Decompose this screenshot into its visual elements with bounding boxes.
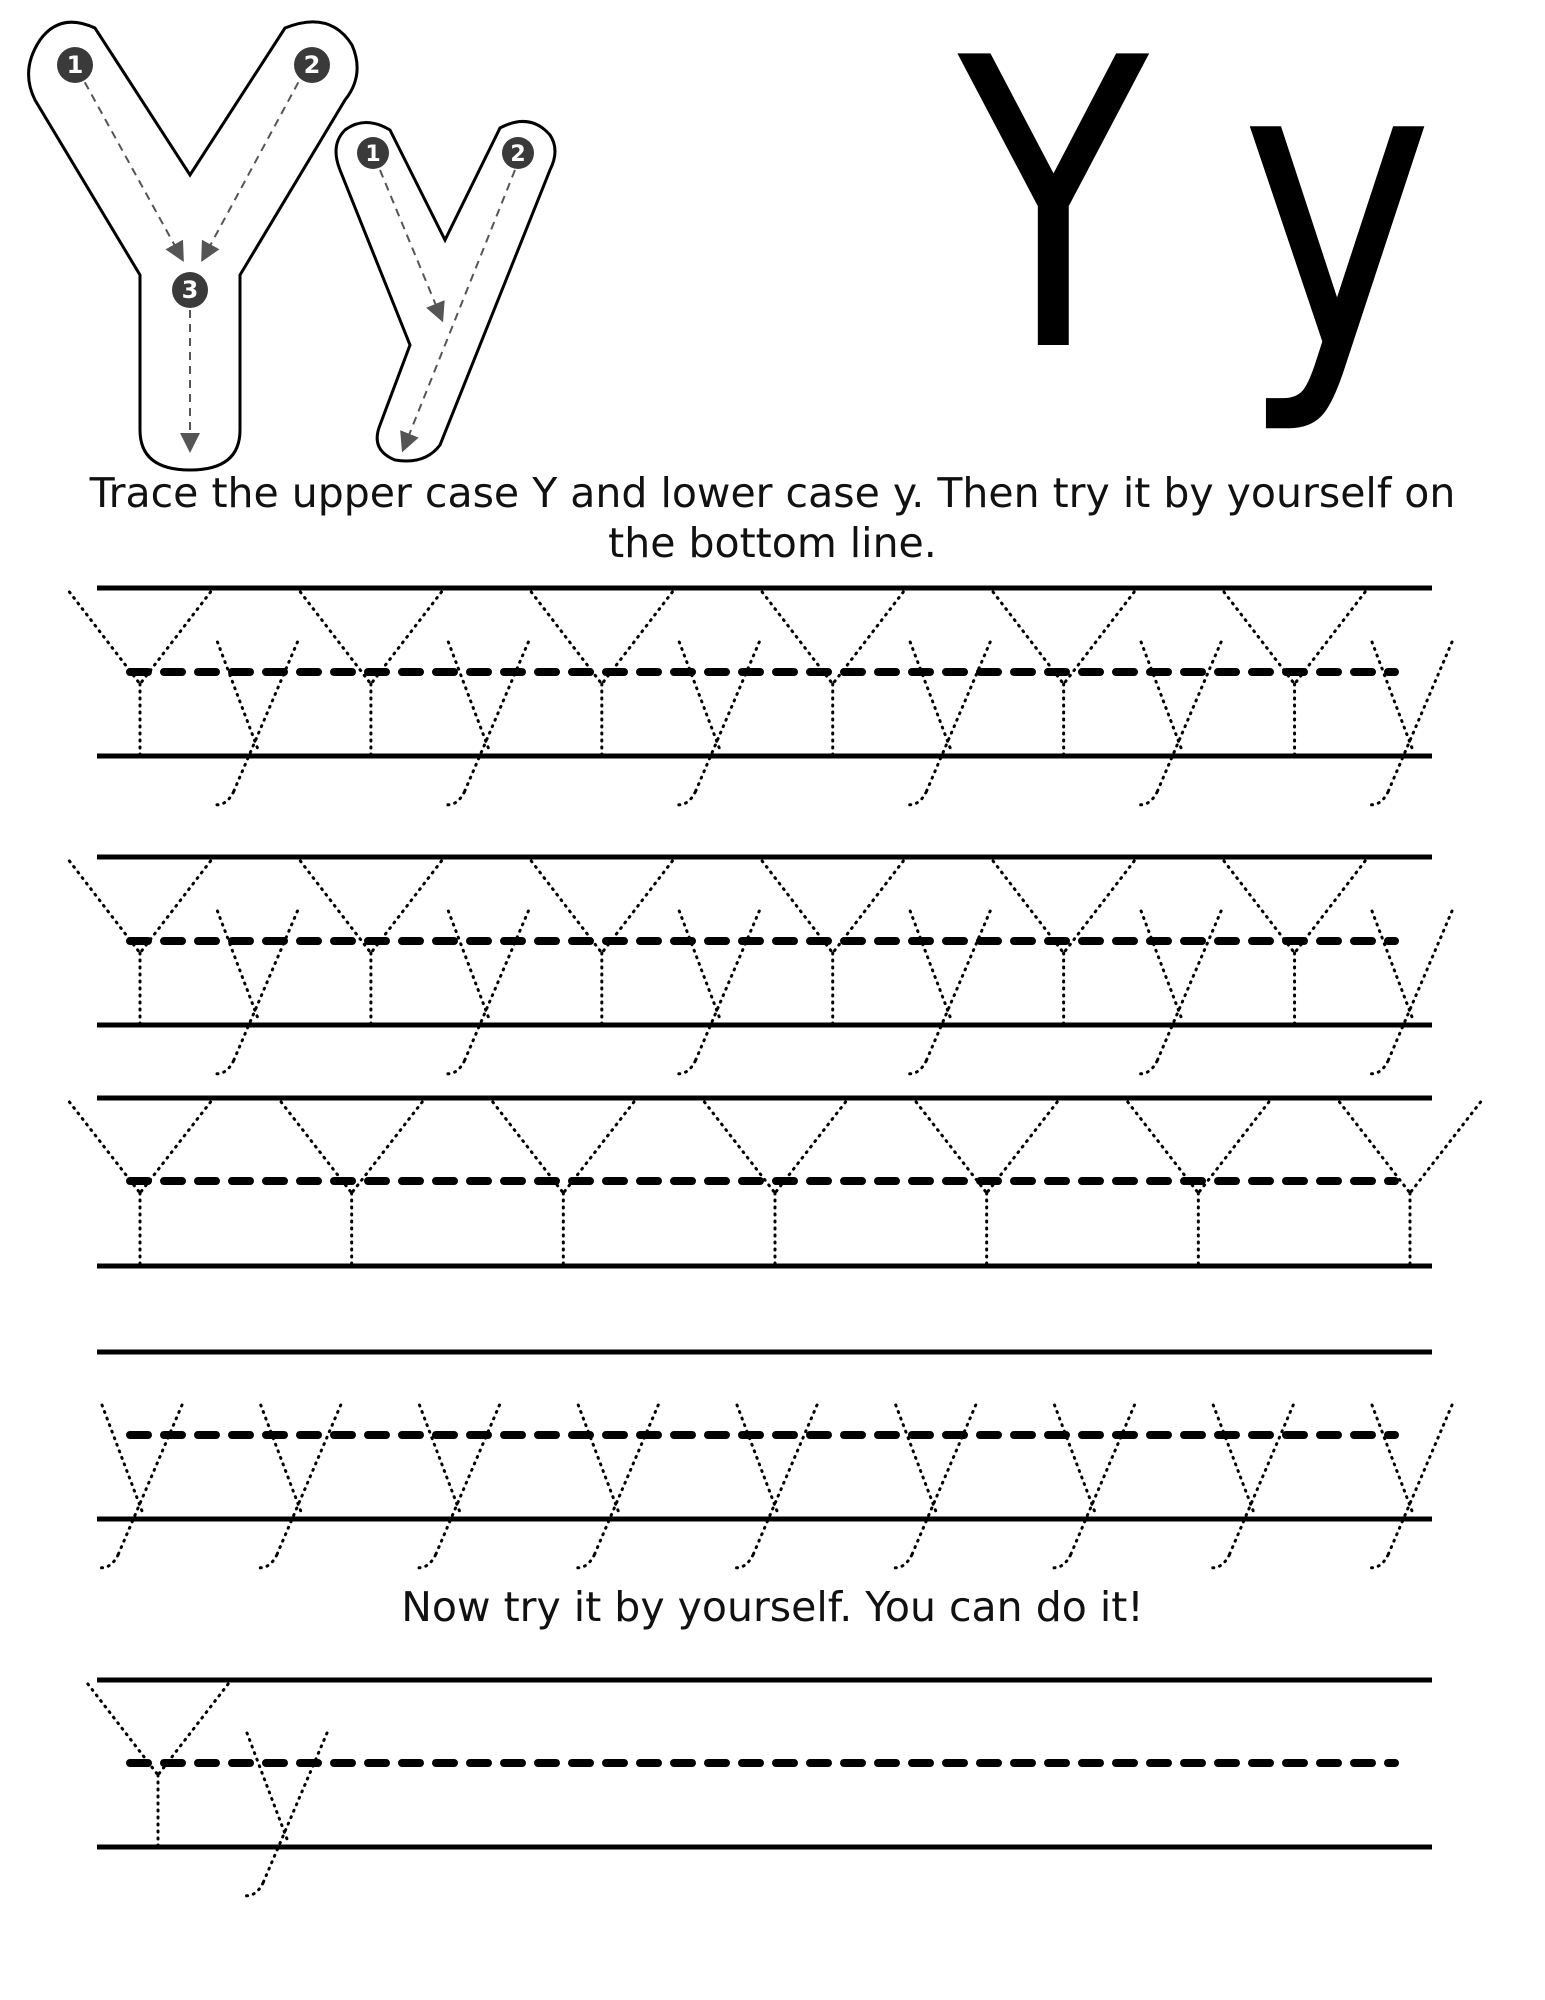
trace-letter-lower[interactable]	[1366, 911, 1452, 1074]
trace-instruction: Trace the upper case Y and lower case y. Then try it by yourself on the bottom line.	[89, 469, 1456, 567]
trace-letter-lower[interactable]	[572, 1405, 658, 1568]
practice-row-4[interactable]	[96, 1352, 1452, 1568]
trace-letter-lower[interactable]	[211, 911, 297, 1074]
svg-text:1: 1	[365, 142, 381, 167]
practice-row-5[interactable]	[88, 1680, 1432, 1896]
practice-row-1[interactable]	[69, 588, 1452, 805]
trace-letter-lower[interactable]	[1366, 642, 1452, 805]
trace-letter-lower[interactable]	[442, 642, 528, 805]
trace-letter-lower[interactable]	[1049, 1405, 1135, 1568]
practice-row-2[interactable]	[69, 857, 1452, 1074]
svg-text:2: 2	[303, 51, 321, 79]
trace-letter-lower[interactable]	[904, 911, 990, 1074]
trace-letter-lower[interactable]	[1135, 642, 1221, 805]
svg-text:3: 3	[181, 276, 199, 304]
trace-letter-lower[interactable]	[673, 911, 759, 1074]
trace-letter-lower[interactable]	[1207, 1405, 1293, 1568]
svg-text:1: 1	[66, 51, 84, 79]
trace-letter-lower[interactable]	[96, 1405, 182, 1568]
trace-letter-lower[interactable]	[442, 911, 528, 1074]
trace-letter-lower[interactable]	[1366, 1405, 1452, 1568]
display-letter-lower: y	[1240, 0, 1435, 440]
trace-letter-lower[interactable]	[414, 1405, 500, 1568]
trace-letter-lower[interactable]	[1135, 911, 1221, 1074]
trace-letter-lower[interactable]	[673, 642, 759, 805]
trace-letter-lower[interactable]	[241, 1733, 327, 1896]
trace-letter-lower[interactable]	[211, 642, 297, 805]
trace-letter-lower[interactable]	[890, 1405, 976, 1568]
trace-letter-lower[interactable]	[904, 642, 990, 805]
practice-row-3[interactable]	[69, 1098, 1480, 1266]
trace-letter-lower[interactable]	[731, 1405, 817, 1568]
svg-text:2: 2	[510, 142, 526, 167]
display-letter-upper: Y	[958, 0, 1149, 440]
try-instruction: Now try it by yourself. You can do it!	[401, 1583, 1144, 1631]
trace-letter-lower[interactable]	[255, 1405, 341, 1568]
